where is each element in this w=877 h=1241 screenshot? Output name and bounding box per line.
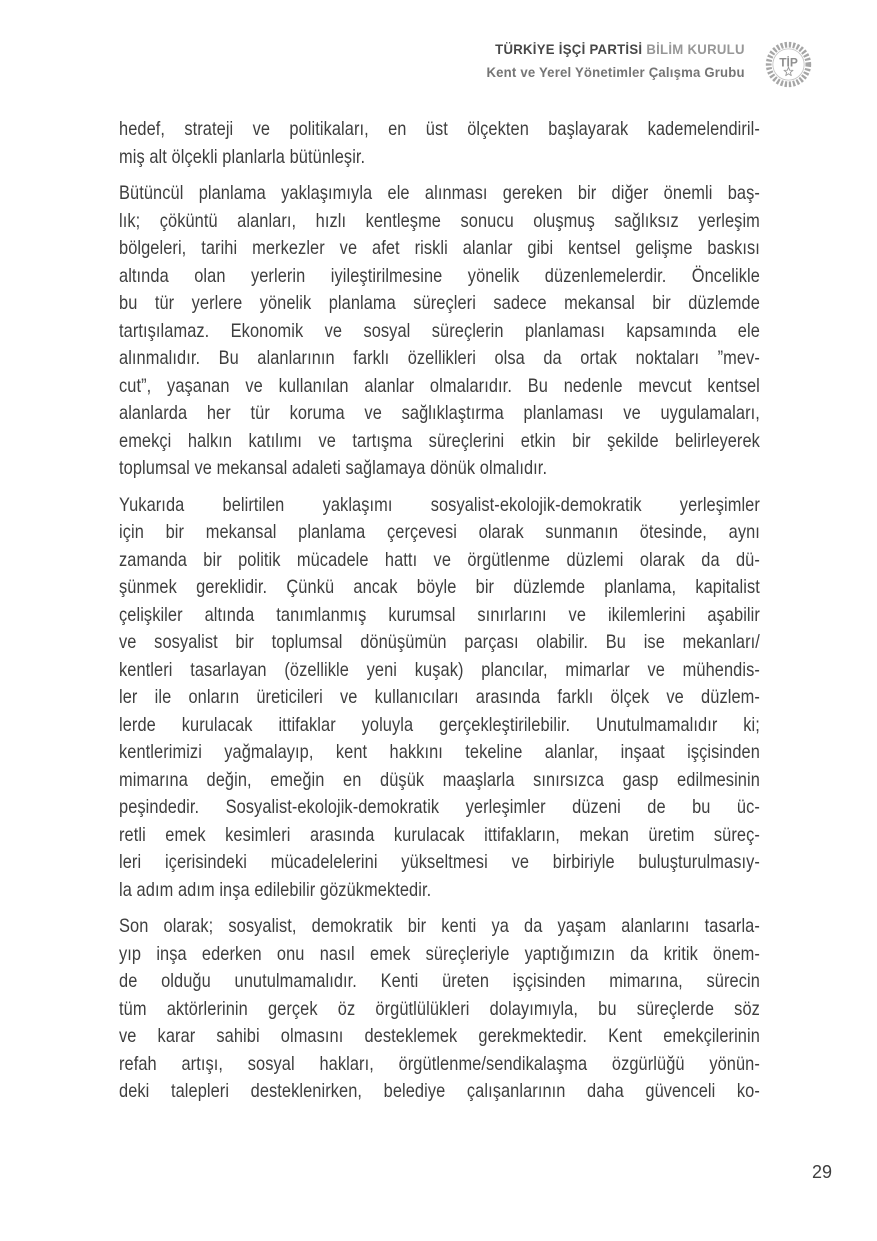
paragraph-line: ve karar sahibi olmasını desteklemek gerekmektedir. Kent emekçilerinin (119, 1025, 760, 1047)
paragraph-line: emekçi halkın katılımı ve tartışma süreçlerini etkin bir şekilde belirleyerek (119, 429, 760, 452)
paragraph-line: refah artışı, sosyal hakları, örgütlenme/sendikalaşma özgürlüğü yönün- (119, 1052, 760, 1075)
tip-party-logo-icon (764, 40, 813, 89)
paragraph-line: yıp inşa ederken onu nasıl emek süreçleriyle yaptığımızın da kritik önem- (119, 942, 760, 965)
page-number: 29 (812, 1162, 833, 1182)
paragraph-line: tartışılamaz. Ekonomik ve sosyal süreçlerin planlaması kapsamında ele (119, 319, 760, 342)
paragraph-line: Son olarak; sosyalist, demokratik bir kenti ya da yaşam alanlarını tasarla- (119, 915, 760, 937)
paragraph-line: leri içerisindeki mücadelelerini yükseltmesi ve birbiriyle buluşturulmasıy- (119, 851, 760, 873)
paragraph-line: retli emek kesimleri arasında kurulacak ittifakların, mekan üretim süreç- (119, 823, 760, 846)
paragraph-line: altında olan yerlerin iyileştirilmesine yönelik düzenlemelerdir. Öncelikle (119, 264, 760, 287)
paragraph-line: hedef, strateji ve politikaları, en üst ölçekten başlayarak kademelendiril- (119, 118, 760, 140)
paragraph-line: miş alt ölçekli planlarla bütünleşir. (119, 145, 366, 168)
paragraph-line: şünmek gereklidir. Çünkü ancak böyle bir düzlemde planlama, kapitalist (119, 576, 760, 598)
paragraph (119, 492, 760, 905)
page-header (487, 42, 745, 80)
paragraph-line: zamanda bir politik mücadele hattı ve örgütlenme düzlemi olarak da dü- (119, 548, 760, 571)
paragraph-line: Yukarıda belirtilen yaklaşımı sosyalist-ekolojik-demokratik yerleşimler (119, 493, 760, 516)
paragraphs-container (119, 116, 760, 1106)
paragraph-line: alanlarda her tür koruma ve sağlıklaştırma planlaması ve uygulamaları, (119, 402, 760, 424)
paragraph-line: cut”, yaşanan ve kullanılan alanlar olmalarıdır. Bu nedenle mevcut kentsel (119, 374, 760, 397)
paragraph-line: çelişkiler altında tanımlanmış kurumsal sınırlarını ve ikilemlerini aşabilir (119, 603, 760, 626)
body-text (119, 116, 760, 1106)
paragraph-line: lerde kurulacak ittifaklar yoluyla gerçekleştirilebilir. Unutulmamalıdır ki; (119, 713, 760, 736)
paragraph-line: bölgeleri, tarihi merkezler ve afet riskli alanlar gibi kentsel gelişme baskısı (119, 237, 760, 259)
header-subtitle: Kent ve Yerel Yönetimler Çalışma Grubu (486, 64, 745, 80)
header-org-title (487, 42, 745, 57)
paragraph-line: tüm aktörlerinin gerçek öz örgütlülükleri dolayımıyla, bu süreçlerde söz (119, 997, 760, 1020)
paragraph-line: peşindedir. Sosyalist-ekolojik-demokratik yerleşimler düzeni de bu üc- (119, 796, 760, 818)
paragraph-line: ler ile onların üreticileri ve kullanıcıları arasında farklı ölçek ve düzlem- (119, 686, 760, 708)
paragraph-line: bu tür yerlere yönelik planlama süreçleri sadece mekansal bir düzlemde (119, 292, 760, 314)
paragraph-line: Bütüncül planlama yaklaşımıyla ele alınması gereken bir diğer önemli baş- (119, 182, 760, 204)
paragraph-line: kentlerimizi yağmalayıp, kent hakkını tekeline alanlar, inşaat işçisinden (119, 741, 760, 763)
paragraph (119, 116, 760, 171)
paragraph-line: de olduğu unutulmamalıdır. Kenti üreten işçisinden mimarına, sürecin (119, 970, 760, 992)
logo-text: TİP (779, 55, 798, 70)
paragraph-line: ve sosyalist bir toplumsal dönüşümün parçası olabilir. Bu ise mekanları/ (119, 631, 760, 653)
paragraph (119, 913, 760, 1106)
header-org-name: TÜRKİYE İŞÇİ PARTİSİ (495, 41, 643, 57)
paragraph-line: toplumsal ve mekansal adaleti sağlamaya dönük olmalıdır. (119, 457, 548, 479)
paragraph-line: lık; çöküntü alanları, hızlı kentleşme sonucu oluşmuş sağlıksız yerleşim (119, 209, 760, 232)
paragraph-line: la adım adım inşa edilebilir gözükmektedir. (119, 878, 432, 901)
paragraph-line: deki talepleri desteklenirken, belediye çalışanlarının daha güvenceli ko- (119, 1080, 760, 1102)
paragraph (119, 180, 760, 483)
paragraph-line: için bir mekansal planlama çerçevesi olarak sunmanın ötesinde, aynı (119, 521, 760, 543)
header-org-unit: BİLİM KURULU (646, 41, 745, 57)
paragraph-line: kentleri tasarlayan (özellikle yeni kuşak) plancılar, mimarlar ve mühendis- (119, 658, 760, 681)
paragraph-line: alınmalıdır. Bu alanlarının farklı özellikleri olsa da ortak noktaları ”mev- (119, 347, 760, 369)
paragraph-line: mimarına değin, emeğin en düşük maaşlarla sınırsızca gasp edilmesinin (119, 768, 760, 791)
